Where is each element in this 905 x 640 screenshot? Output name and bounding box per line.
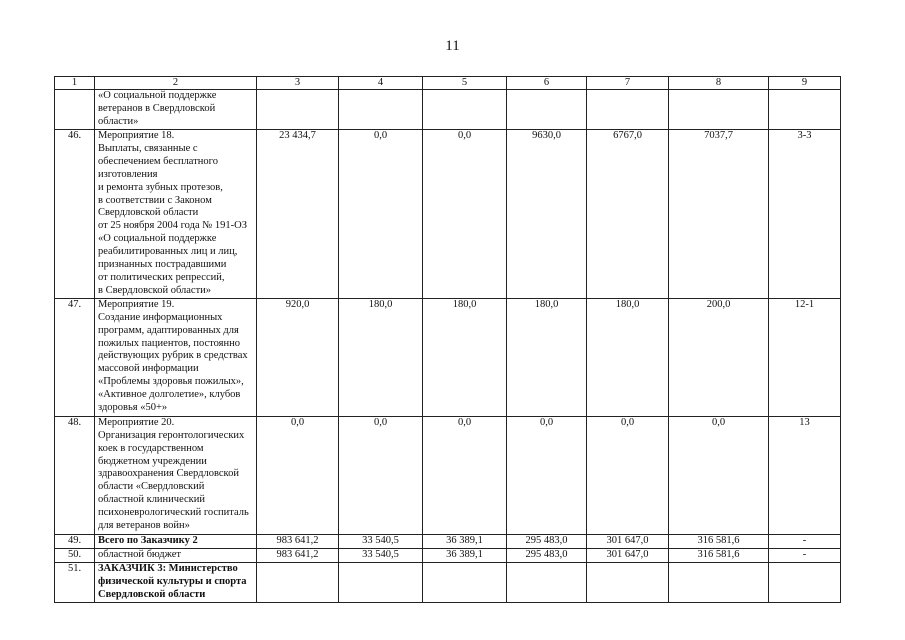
value-cell — [339, 90, 423, 130]
value-cell: 0,0 — [257, 416, 339, 534]
value-cell: 180,0 — [507, 298, 587, 416]
header-cell: 3 — [257, 77, 339, 90]
value-cell: 295 483,0 — [507, 548, 587, 562]
value-cell: 983 641,2 — [257, 534, 339, 548]
code-cell: - — [769, 534, 841, 548]
table-row — [55, 130, 841, 299]
value-cell: 180,0 — [423, 298, 507, 416]
row-number: 50. — [55, 548, 95, 562]
value-cell: 180,0 — [339, 298, 423, 416]
table-row — [55, 548, 841, 562]
row-description: областной бюджет — [95, 548, 257, 562]
value-cell: 983 641,2 — [257, 548, 339, 562]
value-cell: 301 647,0 — [587, 534, 669, 548]
code-cell — [769, 562, 841, 602]
value-cell: 200,0 — [669, 298, 769, 416]
value-cell: 180,0 — [587, 298, 669, 416]
value-cell: 33 540,5 — [339, 534, 423, 548]
header-row — [55, 77, 841, 90]
value-cell: 316 581,6 — [669, 534, 769, 548]
value-cell — [669, 562, 769, 602]
value-cell: 0,0 — [423, 416, 507, 534]
program-table — [54, 76, 841, 603]
header-cell: 7 — [587, 77, 669, 90]
header-cell: 5 — [423, 77, 507, 90]
value-cell — [507, 562, 587, 602]
value-cell — [587, 90, 669, 130]
value-cell: 920,0 — [257, 298, 339, 416]
value-cell: 0,0 — [669, 416, 769, 534]
value-cell — [257, 90, 339, 130]
row-description: Мероприятие 18. Выплаты, связанные с обеспечением бесплатного изготовления и ремонта зубных протезов, в соответствии с Законом Свердловской области от 25 ноября 2004 года № 191-ОЗ «О социальной поддержке реабилитированных лиц и лиц, признанных пострадавшими от политических репрессий, в Свердловской области» — [95, 130, 257, 299]
table-row — [55, 416, 841, 534]
row-number: 47. — [55, 298, 95, 416]
value-cell — [423, 90, 507, 130]
page-number: 11 — [445, 38, 460, 54]
header-cell: 1 — [55, 77, 95, 90]
header-cell: 6 — [507, 77, 587, 90]
table-row — [55, 298, 841, 416]
header-cell: 4 — [339, 77, 423, 90]
value-cell: 7037,7 — [669, 130, 769, 299]
row-description: Всего по Заказчику 2 — [95, 534, 257, 548]
value-cell — [507, 90, 587, 130]
row-number: 48. — [55, 416, 95, 534]
value-cell: 0,0 — [339, 416, 423, 534]
row-description: ЗАКАЗЧИК 3: Министерство физической культуры и спорта Свердловской области — [95, 562, 257, 602]
value-cell: 0,0 — [587, 416, 669, 534]
value-cell: 6767,0 — [587, 130, 669, 299]
value-cell: 295 483,0 — [507, 534, 587, 548]
row-description: «О социальной поддержке ветеранов в Свердловской области» — [95, 90, 257, 130]
row-number: 51. — [55, 562, 95, 602]
row-number: 46. — [55, 130, 95, 299]
table-row — [55, 90, 841, 130]
code-cell: 3-3 — [769, 130, 841, 299]
code-cell: 12-1 — [769, 298, 841, 416]
code-cell: - — [769, 548, 841, 562]
header-cell: 2 — [95, 77, 257, 90]
value-cell: 9630,0 — [507, 130, 587, 299]
value-cell — [423, 562, 507, 602]
value-cell: 316 581,6 — [669, 548, 769, 562]
value-cell — [257, 562, 339, 602]
value-cell — [587, 562, 669, 602]
code-cell — [769, 90, 841, 130]
value-cell: 23 434,7 — [257, 130, 339, 299]
value-cell: 0,0 — [423, 130, 507, 299]
table-row — [55, 534, 841, 548]
row-number — [55, 90, 95, 130]
value-cell — [339, 562, 423, 602]
value-cell: 36 389,1 — [423, 548, 507, 562]
row-description: Мероприятие 19. Создание информационных программ, адаптированных для пожилых пациентов, постоянно действующих рубрик в средствах массовой информации «Проблемы здоровья пожилых», «Активное долголетие», клубов здоровья «50+» — [95, 298, 257, 416]
value-cell: 33 540,5 — [339, 548, 423, 562]
table-row — [55, 562, 841, 602]
code-cell: 13 — [769, 416, 841, 534]
value-cell: 301 647,0 — [587, 548, 669, 562]
header-cell: 8 — [669, 77, 769, 90]
value-cell: 0,0 — [507, 416, 587, 534]
value-cell: 0,0 — [339, 130, 423, 299]
value-cell: 36 389,1 — [423, 534, 507, 548]
row-number: 49. — [55, 534, 95, 548]
header-cell: 9 — [769, 77, 841, 90]
row-description: Мероприятие 20. Организация геронтологических коек в государственном бюджетном учреждении здравоохранения Свердловской области «Свердловский областной клинический психоневрологический госпиталь для ветеранов войн» — [95, 416, 257, 534]
value-cell — [669, 90, 769, 130]
